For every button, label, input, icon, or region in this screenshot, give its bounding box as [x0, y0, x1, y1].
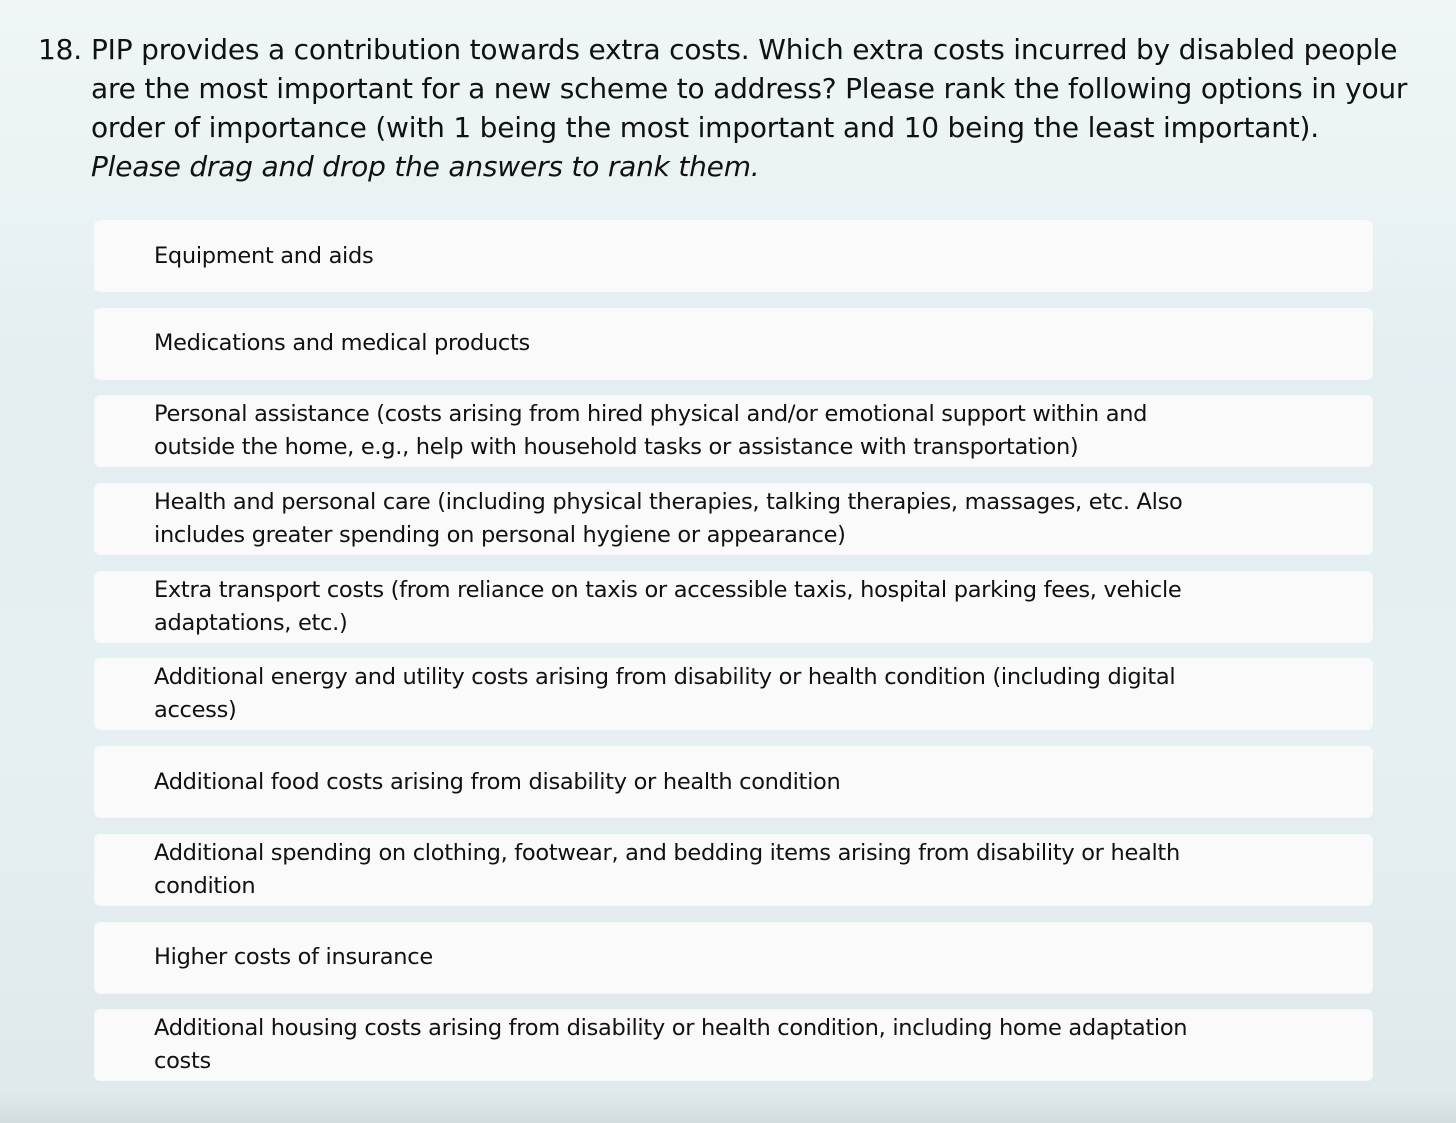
- rank-item-label: Additional spending on clothing, footwear, and bedding items arising from disability or health condition: [154, 839, 1180, 899]
- rank-item[interactable]: [95, 835, 1372, 905]
- rank-item-label: Extra transport costs (from reliance on taxis or accessible taxis, hospital parking fees, vehicle adaptations, etc.): [154, 576, 1182, 636]
- rank-item-label: Personal assistance (costs arising from hired physical and/or emotional support within and outside the home, e.g., help with household tasks or assistance with transportation): [154, 401, 1148, 461]
- rank-item[interactable]: [95, 1010, 1372, 1080]
- rank-list: [95, 221, 1372, 1098]
- question-text: PIP provides a contribution towards extra costs. Which extra costs incurred by disabled people are the most important for a new scheme to address? Please rank the following options in your order of importance (with 1 being the most important and 10 being the least important).: [91, 33, 1408, 144]
- rank-item-label: Additional food costs arising from disability or health condition: [154, 768, 841, 795]
- rank-item[interactable]: [95, 659, 1372, 729]
- rank-item[interactable]: [95, 221, 1372, 291]
- bottom-bar: [0, 1093, 1456, 1123]
- rank-item[interactable]: [95, 747, 1372, 817]
- rank-item[interactable]: [95, 572, 1372, 642]
- rank-item-label: Higher costs of insurance: [154, 944, 433, 970]
- rank-item[interactable]: [95, 484, 1372, 554]
- rank-item-label: Equipment and aids: [154, 242, 374, 269]
- rank-item-label: Health and personal care (including physical therapies, talking therapies, massages, etc. Also includes greater spending on personal hygiene or appearance): [154, 489, 1183, 549]
- question-number: 18.: [38, 33, 82, 66]
- question-text-block: [91, 30, 1408, 186]
- rank-item[interactable]: [95, 923, 1372, 993]
- question-instruction: Please drag and drop the answers to rank them.: [91, 150, 760, 183]
- rank-item-label: Additional housing costs arising from disability or health condition, including home adaptation costs: [154, 1015, 1188, 1075]
- rank-item[interactable]: [95, 309, 1372, 379]
- rank-item[interactable]: [95, 396, 1372, 466]
- rank-item-label: Medications and medical products: [154, 330, 530, 357]
- rank-item-label: Additional energy and utility costs arising from disability or health condition (including digital access): [154, 664, 1176, 724]
- question-block: [38, 30, 1408, 186]
